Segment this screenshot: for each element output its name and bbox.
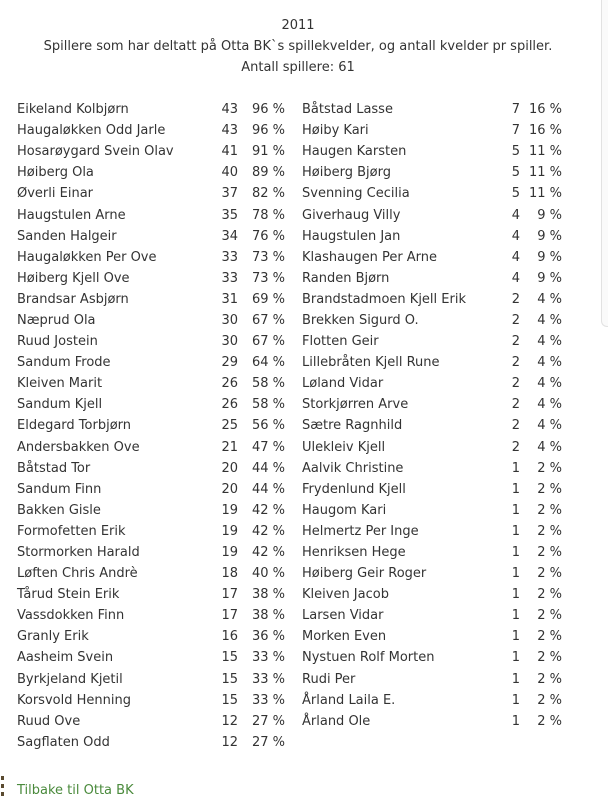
- evening-count: 31: [221, 291, 238, 307]
- evening-count: 1: [511, 460, 520, 476]
- attendance-percent: 2 %: [537, 545, 562, 561]
- table-row: [17, 226, 562, 247]
- evening-count: 17: [221, 587, 238, 603]
- player-name: Rudi Per: [302, 671, 356, 687]
- attendance-percent: 64 %: [251, 355, 285, 371]
- attendance-percent: 11 %: [528, 186, 562, 202]
- evening-count: 15: [221, 671, 238, 687]
- player-name: Morken Even: [302, 629, 387, 645]
- table-row: [17, 732, 562, 753]
- player-name: Formofetten Erik: [17, 523, 126, 539]
- player-name: Helmertz Per Inge: [302, 523, 419, 539]
- attendance-percent: 2 %: [537, 481, 562, 497]
- attendance-percent: 2 %: [537, 650, 562, 666]
- evening-count: 19: [221, 502, 238, 518]
- player-name: Giverhaug Villy: [302, 207, 401, 223]
- player-name: Sandum Finn: [17, 481, 102, 497]
- attendance-percent: 36 %: [251, 629, 285, 645]
- attendance-percent: 16 %: [528, 123, 562, 139]
- attendance-percent: 4 %: [537, 376, 562, 392]
- evening-count: 4: [511, 249, 520, 265]
- attendance-percent: 73 %: [251, 270, 285, 286]
- year-heading: 2011: [281, 18, 315, 33]
- player-name: Lillebråten Kjell Rune: [302, 355, 440, 371]
- evening-count: 25: [221, 418, 238, 434]
- table-row: [17, 669, 562, 690]
- attendance-percent: 58 %: [251, 397, 285, 413]
- attendance-percent: 2 %: [537, 671, 562, 687]
- attendance-percent: 2 %: [537, 629, 562, 645]
- evening-count: 26: [221, 397, 238, 413]
- attendance-percent: 69 %: [251, 291, 285, 307]
- attendance-percent: 2 %: [537, 608, 562, 624]
- attendance-percent: 11 %: [528, 144, 562, 160]
- evening-count: 1: [511, 587, 520, 603]
- evening-count: 30: [221, 334, 238, 350]
- attendance-percent: 27 %: [251, 713, 285, 729]
- attendance-percent: 33 %: [251, 692, 285, 708]
- evening-count: 20: [221, 481, 238, 497]
- evening-count: 16: [221, 629, 238, 645]
- table-row: [17, 99, 562, 120]
- evening-count: 12: [221, 734, 238, 750]
- player-name: Høiby Kari: [302, 123, 369, 139]
- club-logo-fragment: [40, 0, 120, 6]
- evening-count: 7: [511, 123, 520, 139]
- player-name: Eikeland Kolbjørn: [17, 102, 129, 118]
- evening-count: 2: [511, 376, 520, 392]
- table-row: [17, 162, 562, 183]
- evening-count: 5: [511, 186, 520, 202]
- evening-count: 2: [511, 355, 520, 371]
- player-name: Haugaløkken Odd Jarle: [17, 123, 166, 139]
- table-row: [17, 563, 562, 584]
- attendance-percent: 4 %: [537, 439, 562, 455]
- attendance-percent: 47 %: [251, 439, 285, 455]
- attendance-percent: 2 %: [537, 587, 562, 603]
- table-row: [17, 479, 562, 500]
- evening-count: 43: [221, 123, 238, 139]
- page-header: [0, 15, 596, 78]
- attendance-percent: 2 %: [537, 713, 562, 729]
- player-name: Flotten Geir: [302, 334, 379, 350]
- evening-count: 1: [511, 502, 520, 518]
- table-row: [17, 542, 562, 563]
- evening-count: 1: [511, 566, 520, 582]
- attendance-percent: 42 %: [251, 523, 285, 539]
- player-name: Øverli Einar: [17, 186, 94, 202]
- player-name: Aasheim Svein: [17, 650, 114, 666]
- attendance-percent: 42 %: [251, 545, 285, 561]
- attendance-percent: 73 %: [251, 249, 285, 265]
- player-name: Hosarøygard Svein Olav: [17, 144, 174, 160]
- attendance-percent: 33 %: [251, 650, 285, 666]
- player-name: Båtstad Lasse: [302, 102, 393, 118]
- table-row: [17, 310, 562, 331]
- evening-count: 1: [511, 545, 520, 561]
- player-name: Sandum Kjell: [17, 397, 103, 413]
- attendance-percent: 2 %: [537, 566, 562, 582]
- evening-count: 33: [221, 270, 238, 286]
- table-row: [17, 647, 562, 668]
- evening-count: 5: [511, 144, 520, 160]
- attendance-percent: 4 %: [537, 355, 562, 371]
- evening-count: 2: [511, 439, 520, 455]
- player-stats-table: [17, 99, 562, 753]
- evening-count: 30: [221, 312, 238, 328]
- player-name: Eldegard Torbjørn: [17, 418, 131, 434]
- table-row: [17, 373, 562, 394]
- evening-count: 1: [511, 671, 520, 687]
- evening-count: 19: [221, 523, 238, 539]
- evening-count: 4: [511, 207, 520, 223]
- player-name: Løland Vidar: [302, 376, 384, 392]
- attendance-percent: 89 %: [251, 165, 285, 181]
- player-name: Kleiven Marit: [17, 376, 103, 392]
- evening-count: 43: [221, 102, 238, 118]
- attendance-percent: 2 %: [537, 523, 562, 539]
- attendance-percent: 44 %: [251, 460, 285, 476]
- player-name: Høiberg Ola: [17, 165, 94, 181]
- page-description: Spillere som har deltatt på Otta BK`s spillekvelder, og antall kvelder pr spiller.: [43, 39, 553, 54]
- player-name: Høiberg Kjell Ove: [17, 270, 130, 286]
- attendance-percent: 96 %: [251, 102, 285, 118]
- evening-count: 40: [221, 165, 238, 181]
- table-row: [17, 289, 562, 310]
- attendance-percent: 4 %: [537, 397, 562, 413]
- player-name: Høiberg Bjørg: [302, 165, 391, 181]
- attendance-percent: 4 %: [537, 334, 562, 350]
- table-row: [17, 521, 562, 542]
- table-row: [17, 204, 562, 225]
- player-name: Brandsar Asbjørn: [17, 291, 129, 307]
- evening-count: 7: [511, 102, 520, 118]
- attendance-percent: 38 %: [251, 587, 285, 603]
- table-row: [17, 268, 562, 289]
- player-name: Klashaugen Per Arne: [302, 249, 438, 265]
- player-name: Frydenlund Kjell: [302, 481, 406, 497]
- player-name: Brekken Sigurd O.: [302, 312, 419, 328]
- evening-count: 29: [221, 355, 238, 371]
- attendance-percent: 11 %: [528, 165, 562, 181]
- scrollbar-edge[interactable]: [601, 0, 608, 327]
- table-row: [17, 626, 562, 647]
- evening-count: 41: [221, 144, 238, 160]
- table-row: [17, 500, 562, 521]
- attendance-percent: 42 %: [251, 502, 285, 518]
- table-row: [17, 584, 562, 605]
- player-name: Byrkjeland Kjetil: [17, 671, 123, 687]
- attendance-percent: 96 %: [251, 123, 285, 139]
- evening-count: 20: [221, 460, 238, 476]
- table-row: [17, 690, 562, 711]
- evening-count: 1: [511, 692, 520, 708]
- player-name: Høiberg Geir Roger: [302, 566, 427, 582]
- player-name: Tårud Stein Erik: [17, 587, 120, 603]
- attendance-percent: 2 %: [537, 692, 562, 708]
- evening-count: 18: [221, 566, 238, 582]
- evening-count: 4: [511, 270, 520, 286]
- attendance-percent: 44 %: [251, 481, 285, 497]
- player-name: Kleiven Jacob: [302, 587, 389, 603]
- player-name: Haugom Kari: [302, 502, 387, 518]
- table-row: [17, 394, 562, 415]
- evening-count: 4: [511, 228, 520, 244]
- player-name: Brandstadmoen Kjell Erik: [302, 291, 466, 307]
- player-name: Storkjørren Arve: [302, 397, 409, 413]
- attendance-percent: 67 %: [251, 312, 285, 328]
- player-name: Svenning Cecilia: [302, 186, 410, 202]
- attendance-percent: 67 %: [251, 334, 285, 350]
- player-name: Haugstulen Jan: [302, 228, 401, 244]
- evening-count: 2: [511, 291, 520, 307]
- evening-count: 1: [511, 629, 520, 645]
- evening-count: 19: [221, 545, 238, 561]
- back-to-otta-bk-link[interactable]: Tilbake til Otta BK: [17, 783, 134, 798]
- evening-count: 26: [221, 376, 238, 392]
- table-row: [17, 183, 562, 204]
- attendance-percent: 9 %: [537, 228, 562, 244]
- evening-count: 37: [221, 186, 238, 202]
- table-row: [17, 352, 562, 373]
- evening-count: 5: [511, 165, 520, 181]
- player-name: Sandum Frode: [17, 355, 111, 371]
- evening-count: 35: [221, 207, 238, 223]
- table-row: [17, 711, 562, 732]
- attendance-percent: 4 %: [537, 312, 562, 328]
- attendance-percent: 56 %: [251, 418, 285, 434]
- attendance-percent: 58 %: [251, 376, 285, 392]
- player-name: Ruud Jostein: [17, 334, 98, 350]
- evening-count: 1: [511, 481, 520, 497]
- player-name: Haugstulen Arne: [17, 207, 126, 223]
- attendance-percent: 9 %: [537, 249, 562, 265]
- player-name: Haugaløkken Per Ove: [17, 249, 157, 265]
- player-name: Andersbakken Ove: [17, 439, 140, 455]
- attendance-percent: 40 %: [251, 566, 285, 582]
- player-name: Aalvik Christine: [302, 460, 404, 476]
- attendance-percent: 2 %: [537, 502, 562, 518]
- attendance-percent: 76 %: [251, 228, 285, 244]
- evening-count: 2: [511, 397, 520, 413]
- player-name: Ruud Ove: [17, 713, 81, 729]
- player-name: Løften Chris Andrè: [17, 566, 138, 582]
- table-row: [17, 415, 562, 436]
- player-name: Sætre Ragnhild: [302, 418, 403, 434]
- attendance-percent: 38 %: [251, 608, 285, 624]
- evening-count: 12: [221, 713, 238, 729]
- evening-count: 15: [221, 692, 238, 708]
- table-row: [17, 120, 562, 141]
- player-name: Henriksen Hege: [302, 545, 406, 561]
- attendance-percent: 82 %: [251, 186, 285, 202]
- player-name: Sagflaten Odd: [17, 734, 110, 750]
- player-count: Antall spillere: 61: [241, 60, 355, 75]
- evening-count: 15: [221, 650, 238, 666]
- evening-count: 1: [511, 713, 520, 729]
- player-name: Larsen Vidar: [302, 608, 384, 624]
- attendance-percent: 4 %: [537, 418, 562, 434]
- table-row: [17, 331, 562, 352]
- table-row: [17, 605, 562, 626]
- attendance-percent: 9 %: [537, 270, 562, 286]
- player-name: Næprud Ola: [17, 312, 96, 328]
- table-row: [17, 437, 562, 458]
- evening-count: 2: [511, 418, 520, 434]
- player-name: Årland Laila E.: [302, 692, 396, 708]
- table-row: [17, 247, 562, 268]
- attendance-percent: 78 %: [251, 207, 285, 223]
- player-name: Sanden Halgeir: [17, 228, 117, 244]
- player-name: Granly Erik: [17, 629, 89, 645]
- decorative-marker: [0, 776, 6, 798]
- attendance-percent: 2 %: [537, 460, 562, 476]
- attendance-percent: 9 %: [537, 207, 562, 223]
- table-row: [17, 458, 562, 479]
- attendance-percent: 16 %: [528, 102, 562, 118]
- attendance-percent: 27 %: [251, 734, 285, 750]
- player-name: Årland Ole: [302, 713, 371, 729]
- player-name: Haugen Karsten: [302, 144, 407, 160]
- attendance-percent: 91 %: [251, 144, 285, 160]
- evening-count: 21: [221, 439, 238, 455]
- player-name: Bakken Gisle: [17, 502, 101, 518]
- player-name: Ulekleiv Kjell: [302, 439, 386, 455]
- attendance-percent: 4 %: [537, 291, 562, 307]
- evening-count: 1: [511, 523, 520, 539]
- player-name: Nystuen Rolf Morten: [302, 650, 435, 666]
- evening-count: 17: [221, 608, 238, 624]
- evening-count: 1: [511, 608, 520, 624]
- evening-count: 1: [511, 650, 520, 666]
- attendance-percent: 33 %: [251, 671, 285, 687]
- player-name: Båtstad Tor: [17, 460, 91, 476]
- player-name: Vassdokken Finn: [17, 608, 125, 624]
- player-name: Randen Bjørn: [302, 270, 390, 286]
- evening-count: 34: [221, 228, 238, 244]
- evening-count: 2: [511, 334, 520, 350]
- player-name: Stormorken Harald: [17, 545, 140, 561]
- evening-count: 2: [511, 312, 520, 328]
- evening-count: 33: [221, 249, 238, 265]
- table-row: [17, 141, 562, 162]
- player-name: Korsvold Henning: [17, 692, 131, 708]
